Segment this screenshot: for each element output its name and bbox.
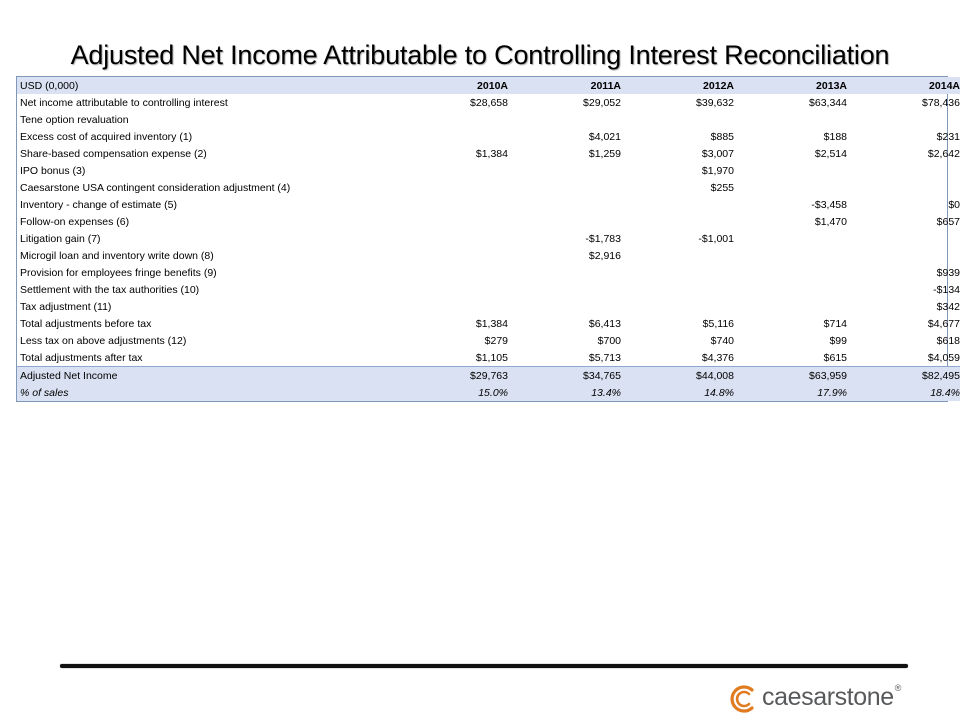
row-label: Net income attributable to controlling interest [20, 96, 228, 109]
row-label: Litigation gain (7) [20, 232, 101, 245]
row-value: $615 [823, 351, 847, 364]
row-value: -$134 [933, 283, 960, 296]
row-value: $5,116 [702, 317, 734, 330]
row-value: $4,677 [927, 317, 960, 330]
row-label: Tax adjustment (11) [20, 300, 112, 313]
header-year: 2013A [816, 79, 847, 92]
caesarstone-logo-icon [728, 684, 758, 714]
row-value [511, 196, 624, 213]
row-value: $4,376 [701, 351, 734, 364]
table-row [17, 162, 960, 179]
table-row [17, 128, 960, 145]
row-value [624, 247, 737, 264]
row-value: $885 [710, 130, 734, 143]
table-row [17, 213, 960, 230]
table-header-row [17, 77, 960, 94]
row-value: $618 [936, 334, 960, 347]
row-value: $657 [936, 215, 960, 228]
row-value [850, 247, 960, 264]
row-label: Total adjustments before tax [20, 317, 152, 330]
row-value: $1,259 [588, 147, 621, 160]
row-value [398, 196, 511, 213]
row-value: $29,763 [398, 367, 511, 385]
row-value: $740 [710, 334, 734, 347]
reconciliation-table [16, 76, 960, 402]
row-value: 17.9% [737, 384, 850, 401]
row-value [511, 264, 624, 281]
header-currency-label: USD (0,000) [20, 79, 79, 92]
table-row [17, 281, 960, 298]
row-value [511, 179, 624, 196]
row-value: $2,642 [927, 147, 960, 160]
row-value [737, 179, 850, 196]
table-row [17, 315, 960, 332]
row-value [624, 111, 737, 128]
row-value [737, 230, 850, 247]
table-row [17, 94, 960, 111]
row-value [737, 298, 850, 315]
row-value [737, 111, 850, 128]
row-label: Share-based compensation expense (2) [20, 147, 207, 160]
row-value: $279 [484, 334, 508, 347]
caesarstone-logo [728, 682, 918, 714]
row-value [624, 281, 737, 298]
row-value [511, 162, 624, 179]
footer-divider [60, 664, 908, 668]
row-label: % of sales [17, 384, 398, 401]
row-value [511, 111, 624, 128]
row-value [624, 264, 737, 281]
row-value: $714 [823, 317, 847, 330]
table-row [17, 384, 960, 401]
row-label: Follow-on expenses (6) [20, 215, 130, 228]
row-value [737, 162, 850, 179]
row-value: $700 [597, 334, 621, 347]
row-value: $6,413 [588, 317, 621, 330]
row-value [850, 230, 960, 247]
row-value: $2,916 [588, 249, 621, 262]
row-value: $34,765 [511, 367, 624, 385]
row-value: $29,052 [583, 96, 621, 109]
row-value: $2,514 [814, 147, 847, 160]
row-value: $231 [936, 130, 960, 143]
row-value: $188 [823, 130, 847, 143]
row-value: -$1,001 [698, 232, 734, 245]
row-value: $255 [710, 181, 734, 194]
row-value: $63,344 [809, 96, 847, 109]
row-value [398, 213, 511, 230]
row-label: Inventory - change of estimate (5) [20, 198, 177, 211]
table-row [17, 145, 960, 162]
row-label: Total adjustments after tax [20, 351, 143, 364]
row-value: $39,632 [696, 96, 734, 109]
row-value [737, 264, 850, 281]
row-value: -$1,783 [585, 232, 621, 245]
row-value: $342 [936, 300, 960, 313]
row-value [850, 162, 960, 179]
slide-title: Adjusted Net Income Attributable to Controlling Interest Reconciliation [70, 40, 890, 70]
row-value [624, 196, 737, 213]
row-value: $5,713 [588, 351, 621, 364]
row-value [398, 264, 511, 281]
row-value: $3,007 [701, 147, 734, 160]
table-row [17, 264, 960, 281]
table-row [17, 367, 960, 385]
row-value: $1,384 [475, 147, 508, 160]
table-row [17, 179, 960, 196]
header-year: 2010A [477, 79, 508, 92]
row-value: $78,436 [922, 96, 960, 109]
row-value: $1,105 [475, 351, 508, 364]
row-value: 13.4% [511, 384, 624, 401]
row-value [850, 179, 960, 196]
row-value [511, 281, 624, 298]
header-year: 2012A [703, 79, 734, 92]
row-label: IPO bonus (3) [20, 164, 86, 177]
table-row [17, 196, 960, 213]
row-value [850, 111, 960, 128]
row-label: Excess cost of acquired inventory (1) [20, 130, 193, 143]
row-value: $1,470 [814, 215, 847, 228]
row-value [624, 213, 737, 230]
row-value: $4,021 [588, 130, 621, 143]
table-row [17, 349, 960, 367]
row-value [398, 247, 511, 264]
row-value: 14.8% [624, 384, 737, 401]
row-value: $63,959 [737, 367, 850, 385]
row-value: -$3,458 [811, 198, 847, 211]
row-label: Settlement with the tax authorities (10) [20, 283, 200, 296]
table-row [17, 230, 960, 247]
row-label: Adjusted Net Income [17, 367, 398, 385]
row-label: Less tax on above adjustments (12) [20, 334, 187, 347]
row-value: $82,495 [850, 367, 960, 385]
row-value [398, 281, 511, 298]
row-value [511, 298, 624, 315]
row-value: $4,059 [927, 351, 960, 364]
row-value [398, 162, 511, 179]
table-row [17, 247, 960, 264]
header-year: 2011A [590, 79, 621, 92]
row-value: 15.0% [398, 384, 511, 401]
row-value [398, 179, 511, 196]
row-value: $99 [829, 334, 847, 347]
row-value: $0 [948, 198, 960, 211]
table-row [17, 111, 960, 128]
row-value [398, 298, 511, 315]
row-value: $939 [936, 266, 960, 279]
row-value: $28,658 [470, 96, 508, 109]
row-value [398, 230, 511, 247]
row-value: $1,970 [701, 164, 734, 177]
row-label: Tene option revaluation [20, 113, 129, 126]
row-label: Provision for employees fringe benefits (9) [20, 266, 217, 279]
table-row [17, 332, 960, 349]
row-value [737, 281, 850, 298]
row-value [737, 247, 850, 264]
row-value: 18.4% [850, 384, 960, 401]
row-value: $44,008 [624, 367, 737, 385]
row-value [511, 213, 624, 230]
row-value [398, 111, 511, 128]
row-value: $1,384 [475, 317, 508, 330]
row-value [624, 298, 737, 315]
row-label: Caesarstone USA contingent consideration adjustment (4) [20, 181, 291, 194]
table-row [17, 298, 960, 315]
header-year: 2014A [929, 79, 960, 92]
logo-wordmark: caesarstone® [762, 683, 902, 711]
row-label: Microgil loan and inventory write down (8) [20, 249, 214, 262]
row-value [398, 128, 511, 145]
